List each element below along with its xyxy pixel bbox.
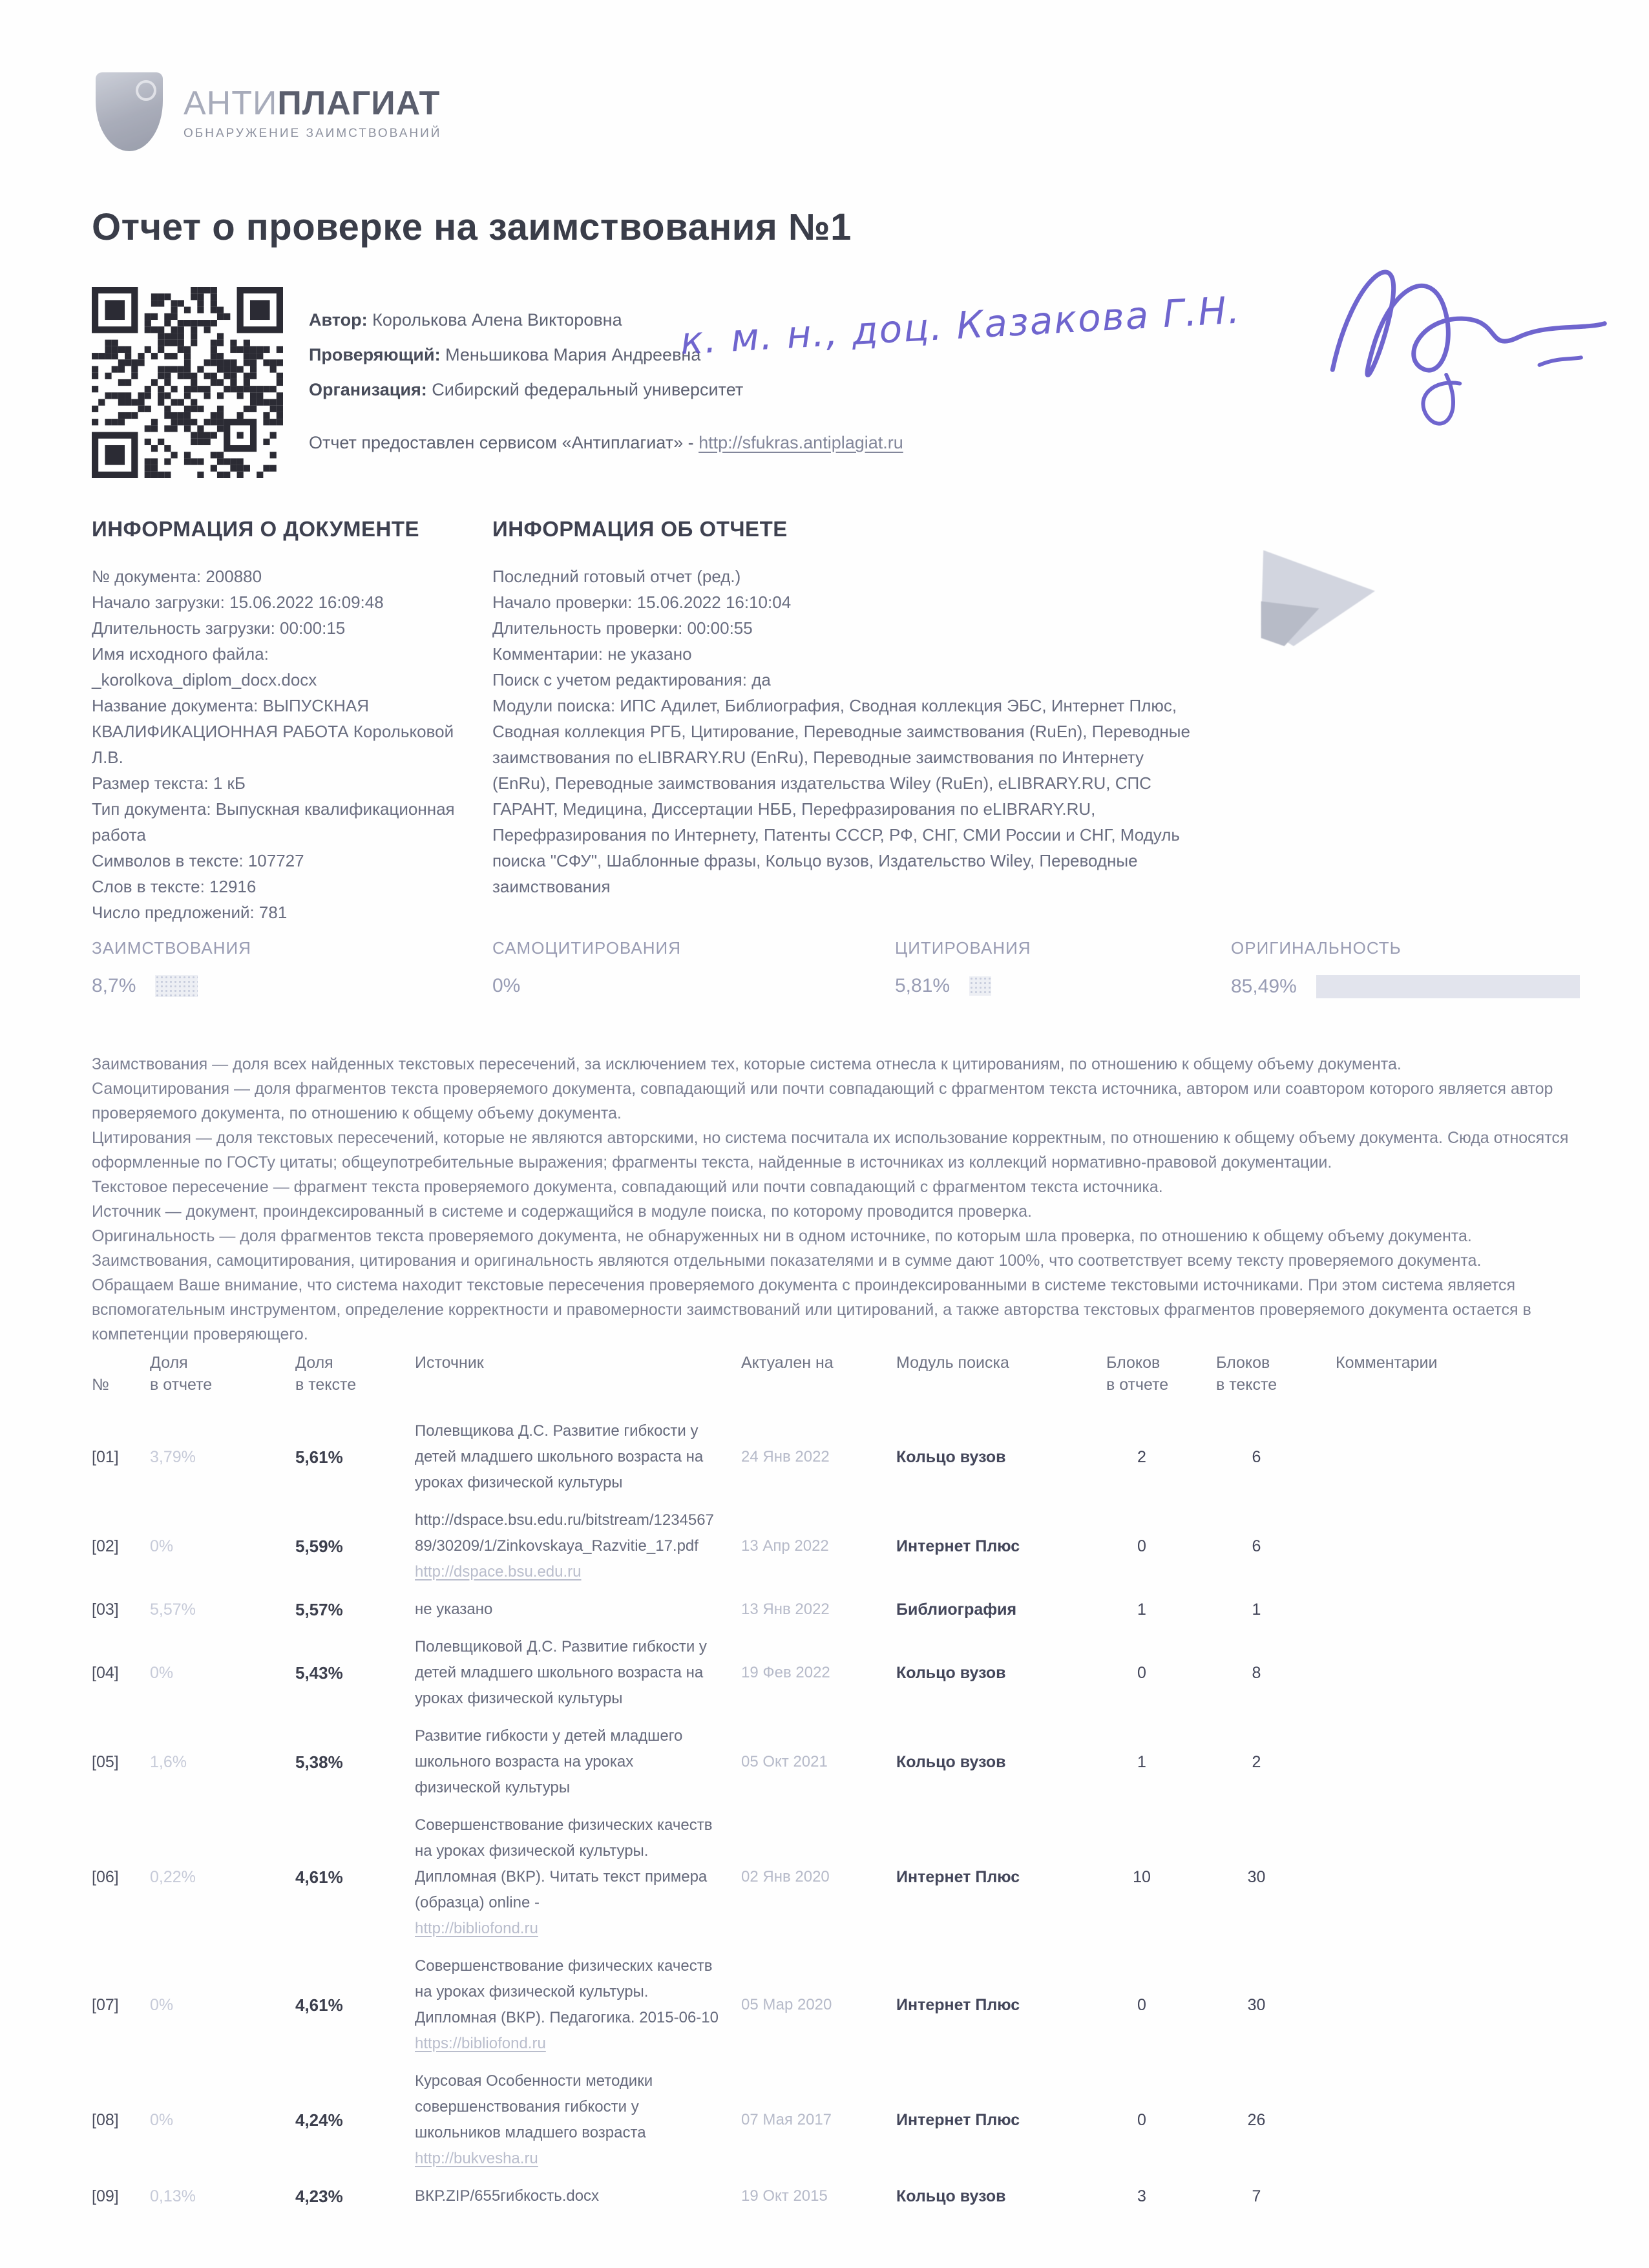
search-module: Библиография: [896, 1600, 1017, 1619]
doc-info-line: Длительность загрузки: 00:00:15: [92, 618, 346, 638]
source-cell: [415, 1812, 741, 1942]
report-info-line: Начало проверки: 15.06.2022 16:10:04: [492, 593, 792, 612]
share-in-text: 4,23%: [295, 2186, 343, 2206]
doc-info-line: Имя исходного файла: _korolkova_diplom_docx.docx: [92, 644, 317, 689]
table-row: [92, 1412, 1571, 1502]
share-in-text: 4,24%: [295, 2110, 343, 2130]
blocks-in-text: 8: [1252, 1663, 1261, 1682]
stat-value: 5,81%: [895, 975, 951, 996]
doc-info-line: Символов в тексте: 107727: [92, 851, 304, 870]
legend-paragraph: Заимствования, самоцитирования, цитирования и оригинальность являются отдельными показателями и в сумме дают 100%, что соответствует всему тексту проверяемого документа.: [92, 1252, 1482, 1270]
report-info-heading: ИНФОРМАЦИЯ ОБ ОТЧЕТЕ: [492, 517, 788, 541]
header-blocks-report: Блоков в отчете: [1106, 1354, 1169, 1394]
actual-date: 13 Янв 2022: [741, 1601, 830, 1618]
legend-text: [92, 1052, 1573, 1347]
search-module: Интернет Плюс: [896, 2110, 1020, 2129]
search-module: Кольцо вузов: [896, 2187, 1006, 2205]
row-number: [01]: [92, 1447, 119, 1466]
source-link[interactable]: https://bibliofond.ru: [415, 2035, 546, 2052]
table-row: [92, 2178, 1571, 2215]
share-in-report: 0%: [150, 1995, 174, 2014]
table-row: [92, 1807, 1571, 1948]
stat-label: ОРИГИНАЛЬНОСТЬ: [1231, 938, 1402, 958]
share-in-report: 3,79%: [150, 1447, 196, 1466]
source-cell: [415, 1418, 741, 1496]
table-header: [92, 1352, 1571, 1412]
source-link[interactable]: http://bibliofond.ru: [415, 1920, 538, 1937]
share-in-text: 4,61%: [295, 1995, 343, 2015]
author-label: Автор:: [309, 310, 368, 330]
header-source: Источник: [415, 1354, 484, 1372]
service-url-link[interactable]: http://sfukras.antiplagiat.ru: [698, 433, 903, 452]
shield-icon: [96, 72, 163, 151]
blocks-in-report: 1: [1137, 1600, 1146, 1619]
blocks-in-text: 26: [1247, 2110, 1266, 2129]
header-share-text: Доля в тексте: [295, 1354, 357, 1394]
table-row: [92, 1628, 1571, 1717]
doc-info-line: № документа: 200880: [92, 567, 262, 586]
doc-info-heading: ИНФОРМАЦИЯ О ДОКУМЕНТЕ: [92, 517, 419, 541]
share-in-report: 0,13%: [150, 2187, 196, 2205]
blocks-in-report: 0: [1137, 2110, 1146, 2129]
share-in-report: 0,22%: [150, 1867, 196, 1886]
doc-info-line: Размер текста: 1 кБ: [92, 773, 246, 793]
scan-artifact: [1259, 544, 1375, 646]
doc-info-line: Название документа: ВЫПУСКНАЯ КВАЛИФИКАЦИОННАЯ РАБОТА Корольковой Л.В.: [92, 696, 454, 767]
source-cell: [415, 1634, 741, 1712]
blocks-in-text: 7: [1252, 2187, 1261, 2205]
source-title: Совершенствование физических качеств на уроках физической культуры. Дипломная (ВКР). Педагогика. 2015-06-10: [415, 1957, 719, 2026]
source-cell: [415, 1507, 741, 1585]
source-title: Совершенствование физических качеств на уроках физической культуры. Дипломная (ВКР). Читать текст примера (образца) online -: [415, 1816, 713, 1911]
stats-row: [92, 938, 1565, 1016]
stat-value: 85,49%: [1231, 976, 1297, 997]
legend-paragraph: Текстовое пересечение — фрагмент текста проверяемого документа, совпадающий или почти совпадающий с фрагментом текста источника.: [92, 1178, 1163, 1196]
author-value: Королькова Алена Викторовна: [372, 310, 622, 330]
actual-date: 24 Янв 2022: [741, 1448, 830, 1465]
source-title: Развитие гибкости у детей младшего школьного возраста на уроках физической культуры: [415, 1727, 683, 1796]
share-in-report: 1,6%: [150, 1752, 187, 1771]
blocks-in-text: 6: [1252, 1537, 1261, 1555]
blocks-in-report: 2: [1137, 1447, 1146, 1466]
share-in-report: 0%: [150, 2110, 174, 2129]
search-module: Интернет Плюс: [896, 1867, 1020, 1886]
stat-bar: [155, 975, 198, 997]
doc-info-line: Число предложений: 781: [92, 903, 288, 922]
legend-paragraph: Заимствования — доля всех найденных текстовых пересечений, за исключением тех, которые система отнесла к цитированиям, по отношению к общему объему документа.: [92, 1055, 1402, 1073]
share-in-text: 5,59%: [295, 1536, 343, 1556]
row-number: [04]: [92, 1663, 119, 1682]
blocks-in-report: 3: [1137, 2187, 1146, 2205]
doc-info-line: Слов в тексте: 12916: [92, 877, 257, 896]
blocks-in-report: 0: [1137, 1663, 1146, 1682]
stat-selfcitations: [492, 938, 841, 997]
source-cell: [415, 1597, 741, 1622]
share-in-report: 0%: [150, 1663, 174, 1682]
actual-date: 05 Мар 2020: [741, 1996, 832, 2013]
share-in-report: 0%: [150, 1537, 174, 1555]
stat-bar: [1316, 975, 1580, 998]
qr-code: [92, 287, 283, 478]
actual-date: 07 Мая 2017: [741, 2111, 832, 2128]
blocks-in-text: 30: [1247, 1995, 1266, 2014]
antiplagiat-logo: [96, 72, 441, 151]
report-info-line: Поиск с учетом редактирования: да: [492, 670, 771, 689]
share-in-text: 5,38%: [295, 1752, 343, 1772]
stat-label: ЗАИМСТВОВАНИЯ: [92, 938, 251, 958]
table-row: [92, 2063, 1571, 2178]
actual-date: 02 Янв 2020: [741, 1868, 830, 1885]
stat-originality: [1231, 938, 1580, 998]
source-cell: [415, 2068, 741, 2172]
report-info-line: Комментарии: не указано: [492, 644, 692, 664]
search-module: Интернет Плюс: [896, 1995, 1020, 2014]
organization-label: Организация:: [309, 380, 427, 399]
doc-info-list: [92, 563, 457, 925]
report-info-line: Длительность проверки: 00:00:55: [492, 618, 753, 638]
source-title: Полевщикова Д.С. Развитие гибкости у детей младшего школьного возраста на уроках физической культуры: [415, 1422, 704, 1491]
handwritten-annotation: к. м. н., доц. Казакова Г.Н.: [679, 288, 1243, 363]
stat-bar: [969, 976, 991, 996]
stat-label: ЦИТИРОВАНИЯ: [895, 938, 1031, 958]
source-title: http://dspace.bsu.edu.ru/bitstream/123456789/30209/1/Zinkovskaya_Razvitie_17.pdf: [415, 1511, 714, 1555]
brand-name: АНТИПЛАГИАТ: [184, 85, 441, 122]
row-number: [02]: [92, 1537, 119, 1555]
actual-date: 19 Фев 2022: [741, 1664, 830, 1681]
row-number: [07]: [92, 1995, 119, 2014]
search-module: Кольцо вузов: [896, 1447, 1006, 1466]
row-number: [09]: [92, 2187, 119, 2205]
blocks-in-text: 1: [1252, 1600, 1261, 1619]
source-link[interactable]: http://dspace.bsu.edu.ru: [415, 1563, 582, 1580]
header-module: Модуль поиска: [896, 1354, 1009, 1372]
blocks-in-report: 0: [1137, 1995, 1146, 2014]
source-title: ВКР.ZIP/655гибкость.docx: [415, 2187, 600, 2205]
table-row: [92, 1502, 1571, 1591]
share-in-text: 5,57%: [295, 1599, 343, 1619]
doc-info-line: Тип документа: Выпускная квалификационная работа: [92, 799, 455, 845]
brand-tagline: ОБНАРУЖЕНИЕ ЗАИМСТВОВАНИЙ: [184, 127, 442, 140]
reviewer-value: Меньшикова Мария Андреевна: [445, 345, 701, 364]
blocks-in-text: 2: [1252, 1752, 1261, 1771]
share-in-report: 5,57%: [150, 1600, 196, 1619]
source-title: не указано: [415, 1601, 493, 1618]
blocks-in-report: 1: [1137, 1752, 1146, 1771]
search-module: Кольцо вузов: [896, 1752, 1006, 1771]
stat-borrowings: [92, 938, 441, 997]
share-in-text: 5,43%: [295, 1663, 343, 1683]
legend-paragraph: Источник — документ, проиндексированный в системе и содержащийся в модуле поиска, по которому проводится проверка.: [92, 1202, 1032, 1221]
stat-value: 0%: [492, 975, 521, 996]
header-comments: Комментарии: [1336, 1354, 1438, 1372]
blocks-in-text: 6: [1252, 1447, 1261, 1466]
actual-date: 05 Окт 2021: [741, 1753, 828, 1770]
row-number: [08]: [92, 2110, 119, 2129]
page-title: Отчет о проверке на заимствования №1: [92, 206, 852, 248]
row-number: [05]: [92, 1752, 119, 1771]
header-share-report: Доля в отчете: [150, 1354, 213, 1394]
share-in-text: 4,61%: [295, 1867, 343, 1887]
report-info-line: Модули поиска: ИПС Адилет, Библиография, Сводная коллекция ЭБС, Интернет Плюс, Сводная коллекция РГБ, Цитирование, Переводные заимствования (RuEn), Переводные заимствования по eLIBRARY.RU (EnRu), Переводные заимствования по Интернету (EnRu), Переводные заимствования издательства Wiley (RuEn), eLIBRARY.RU, СПС ГАРАНТ, Медицина, Диссертации НББ, Перефразирования по eLIBRARY.RU, Перефразирования по Интернету, Патенты СССР, РФ, СНГ, СМИ России и СНГ, Модуль поиска "СФУ", Шаблонные фразы, Кольцо вузов, Издательство Wiley, Переводные заимствования: [492, 696, 1190, 896]
share-in-text: 5,61%: [295, 1447, 343, 1467]
legend-paragraph: Обращаем Ваше внимание, что система находит текстовые пересечения проверяемого документа с проиндексированными в системе текстовыми источниками. При этом система является вспомогательным инструментом, определение корректности и правомерности заимствований или цитирований, а также авторства текстовых фрагментов проверяемого документа остается в компетенции проверяющего.: [92, 1276, 1531, 1343]
header-blocks-text: Блоков в тексте: [1216, 1354, 1277, 1394]
legend-paragraph: Самоцитирования — доля фрагментов текста проверяемого документа, совпадающий или почти совпадающий с фрагментом текста источника, автором или соавтором которого является автор проверяемого документа, по отношению к общему объему документа.: [92, 1080, 1553, 1122]
actual-date: 19 Окт 2015: [741, 2187, 828, 2205]
source-title: Полевщиковой Д.С. Развитие гибкости у детей младшего школьного возраста на уроках физической культуры: [415, 1638, 707, 1707]
source-link[interactable]: http://bukvesha.ru: [415, 2150, 538, 2167]
table-row: [92, 1948, 1571, 2063]
source-title: Курсовая Особенности методики совершенствования гибкости у школьников младшего возраста: [415, 2072, 653, 2141]
legend-paragraph: Оригинальность — доля фрагментов текста проверяемого документа, не обнаруженных ни в одном источнике, по которым шла проверка, по отношению к общему объему документа.: [92, 1227, 1472, 1245]
table-row: [92, 1591, 1571, 1628]
service-line: Отчет предоставлен сервисом «Антиплагиат» - http://sfukras.antiplagiat.ru: [309, 433, 903, 452]
search-module: Кольцо вузов: [896, 1663, 1006, 1682]
reviewer-label: Проверяющий:: [309, 345, 441, 364]
source-cell: [415, 2183, 741, 2209]
row-number: [06]: [92, 1867, 119, 1886]
header-date: Актуален на: [741, 1354, 834, 1372]
legend-paragraph: Цитирования — доля текстовых пересечений, которые не являются авторскими, но система посчитала их использование корректным, по отношению к общему объему документа. Сюда относятся оформленные по ГОСТу цитаты; общеупотребительные выражения; фрагменты текста, найденные в источниках из коллекций нормативно-правовой документации.: [92, 1129, 1569, 1171]
report-info-list: [492, 563, 1193, 899]
stat-value: 8,7%: [92, 975, 136, 996]
blocks-in-report: 10: [1133, 1867, 1151, 1886]
sources-table: [92, 1352, 1571, 2215]
stat-label: САМОЦИТИРОВАНИЯ: [492, 938, 681, 958]
table-row: [92, 1717, 1571, 1807]
search-module: Интернет Плюс: [896, 1537, 1020, 1555]
organization-value: Сибирский федеральный университет: [432, 380, 744, 399]
report-info-line: Последний готовый отчет (ред.): [492, 567, 741, 586]
stat-citations: [895, 938, 1244, 997]
blocks-in-report: 0: [1137, 1537, 1146, 1555]
source-cell: [415, 1953, 741, 2057]
signature-icon: [1305, 240, 1621, 448]
organization-line: [309, 372, 955, 407]
row-number: [03]: [92, 1600, 119, 1619]
header-num: №: [92, 1376, 109, 1394]
blocks-in-text: 30: [1247, 1867, 1266, 1886]
actual-date: 13 Апр 2022: [741, 1537, 829, 1555]
source-cell: [415, 1723, 741, 1801]
doc-info-line: Начало загрузки: 15.06.2022 16:09:48: [92, 593, 384, 612]
